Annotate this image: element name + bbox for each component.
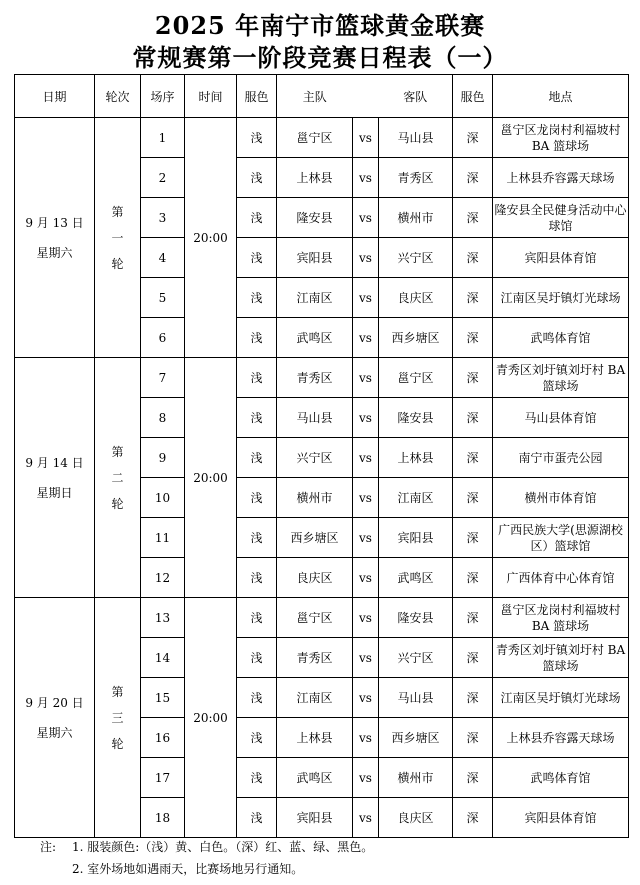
home-team: 上林县	[277, 718, 353, 758]
note-1: 1. 服装颜色:（浅）黄、白色。（深）红、蓝、绿、黑色。	[72, 840, 374, 854]
header-kit-home: 服色	[237, 75, 277, 118]
round-char: 第	[111, 444, 124, 459]
notes	[40, 836, 373, 880]
home-team: 横州市	[277, 478, 353, 518]
header-kit-away: 服色	[453, 75, 493, 118]
round-char: 三	[111, 710, 124, 725]
kit-home: 浅	[237, 638, 277, 678]
away-team: 隆安县	[379, 598, 453, 638]
round-cell	[95, 358, 141, 598]
match-time: 20:00	[185, 598, 237, 838]
home-team: 兴宁区	[277, 438, 353, 478]
away-team: 宾阳县	[379, 518, 453, 558]
header-round: 轮次	[95, 75, 141, 118]
note-2: 2. 室外场地如遇雨天，比赛场地另行通知。	[72, 862, 304, 876]
home-team: 武鸣区	[277, 758, 353, 798]
match-row	[15, 358, 629, 398]
kit-home: 浅	[237, 718, 277, 758]
away-team: 良庆区	[379, 798, 453, 838]
home-team: 青秀区	[277, 638, 353, 678]
vs-label: vs	[353, 598, 379, 638]
venue: 邕宁区龙岗村利福坡村 BA 篮球场	[493, 118, 629, 158]
round-cell	[95, 598, 141, 838]
kit-home: 浅	[237, 238, 277, 278]
away-team: 兴宁区	[379, 238, 453, 278]
kit-home: 浅	[237, 198, 277, 238]
kit-home: 浅	[237, 278, 277, 318]
away-team: 横州市	[379, 758, 453, 798]
venue: 邕宁区龙岗村利福坡村 BA 篮球场	[493, 598, 629, 638]
match-no: 11	[141, 518, 185, 558]
home-team: 良庆区	[277, 558, 353, 598]
away-team: 兴宁区	[379, 638, 453, 678]
day-date-cell	[15, 598, 95, 838]
vs-label: vs	[353, 398, 379, 438]
venue: 青秀区刘圩镇刘圩村 BA 篮球场	[493, 638, 629, 678]
kit-away: 深	[453, 598, 493, 638]
home-team: 江南区	[277, 278, 353, 318]
kit-away: 深	[453, 198, 493, 238]
match-no: 13	[141, 598, 185, 638]
kit-away: 深	[453, 558, 493, 598]
day-weekday: 星期日	[36, 485, 73, 500]
away-team: 马山县	[379, 678, 453, 718]
kit-home: 浅	[237, 678, 277, 718]
header-away: 客队	[379, 75, 453, 118]
venue: 广西民族大学(思源湖校区）篮球馆	[493, 518, 629, 558]
notes-label: 注:	[40, 840, 57, 854]
match-no: 10	[141, 478, 185, 518]
kit-away: 深	[453, 398, 493, 438]
kit-home: 浅	[237, 158, 277, 198]
venue: 马山县体育馆	[493, 398, 629, 438]
home-team: 宾阳县	[277, 238, 353, 278]
round-char: 第	[111, 204, 124, 219]
vs-label: vs	[353, 518, 379, 558]
match-no: 5	[141, 278, 185, 318]
home-team: 隆安县	[277, 198, 353, 238]
kit-home: 浅	[237, 558, 277, 598]
kit-away: 深	[453, 518, 493, 558]
away-team: 西乡塘区	[379, 318, 453, 358]
home-team: 邕宁区	[277, 598, 353, 638]
kit-away: 深	[453, 478, 493, 518]
vs-label: vs	[353, 158, 379, 198]
kit-home: 浅	[237, 758, 277, 798]
home-team: 上林县	[277, 158, 353, 198]
round-char: 轮	[111, 496, 124, 511]
kit-away: 深	[453, 758, 493, 798]
home-team: 青秀区	[277, 358, 353, 398]
schedule-table	[14, 74, 629, 838]
day-date: 9 月 13 日	[25, 215, 84, 230]
match-no: 17	[141, 758, 185, 798]
home-team: 邕宁区	[277, 118, 353, 158]
vs-label: vs	[353, 678, 379, 718]
kit-away: 深	[453, 678, 493, 718]
home-team: 宾阳县	[277, 798, 353, 838]
kit-away: 深	[453, 798, 493, 838]
match-row	[15, 598, 629, 638]
header-time: 时间	[185, 75, 237, 118]
kit-home: 浅	[237, 438, 277, 478]
match-no: 8	[141, 398, 185, 438]
day-date: 9 月 20 日	[25, 695, 84, 710]
match-no: 3	[141, 198, 185, 238]
match-no: 14	[141, 638, 185, 678]
home-team: 马山县	[277, 398, 353, 438]
venue: 广西体育中心体育馆	[493, 558, 629, 598]
match-no: 7	[141, 358, 185, 398]
vs-label: vs	[353, 238, 379, 278]
kit-away: 深	[453, 718, 493, 758]
round-char: 轮	[111, 736, 124, 751]
venue: 江南区吴圩镇灯光球场	[493, 278, 629, 318]
home-team: 江南区	[277, 678, 353, 718]
kit-away: 深	[453, 158, 493, 198]
venue: 青秀区刘圩镇刘圩村 BA 篮球场	[493, 358, 629, 398]
vs-label: vs	[353, 718, 379, 758]
round-char: 一	[111, 230, 124, 245]
venue: 南宁市蛋壳公园	[493, 438, 629, 478]
match-no: 1	[141, 118, 185, 158]
match-no: 6	[141, 318, 185, 358]
away-team: 西乡塘区	[379, 718, 453, 758]
day-date: 9 月 14 日	[25, 455, 84, 470]
match-no: 12	[141, 558, 185, 598]
home-team: 武鸣区	[277, 318, 353, 358]
vs-label: vs	[353, 758, 379, 798]
match-no: 4	[141, 238, 185, 278]
away-team: 武鸣区	[379, 558, 453, 598]
match-time: 20:00	[185, 358, 237, 598]
kit-home: 浅	[237, 318, 277, 358]
kit-away: 深	[453, 318, 493, 358]
away-team: 上林县	[379, 438, 453, 478]
kit-home: 浅	[237, 358, 277, 398]
match-no: 18	[141, 798, 185, 838]
venue: 武鸣体育馆	[493, 318, 629, 358]
match-no: 9	[141, 438, 185, 478]
header-venue: 地点	[493, 75, 629, 118]
venue: 隆安县全民健身活动中心球馆	[493, 198, 629, 238]
kit-home: 浅	[237, 398, 277, 438]
page-title-line-2: 常规赛第一阶段竞赛日程表（一）	[132, 43, 508, 72]
round-char: 轮	[111, 256, 124, 271]
away-team: 马山县	[379, 118, 453, 158]
day-date-cell	[15, 358, 95, 598]
kit-away: 深	[453, 438, 493, 478]
vs-label: vs	[353, 358, 379, 398]
vs-label: vs	[353, 638, 379, 678]
venue: 武鸣体育馆	[493, 758, 629, 798]
away-team: 隆安县	[379, 398, 453, 438]
round-char: 第	[111, 684, 124, 699]
vs-label: vs	[353, 198, 379, 238]
match-row	[15, 118, 629, 158]
home-team: 西乡塘区	[277, 518, 353, 558]
vs-label: vs	[353, 558, 379, 598]
kit-away: 深	[453, 118, 493, 158]
day-weekday: 星期六	[36, 725, 73, 740]
kit-away: 深	[453, 238, 493, 278]
kit-home: 浅	[237, 118, 277, 158]
vs-label: vs	[353, 118, 379, 158]
vs-label: vs	[353, 438, 379, 478]
kit-home: 浅	[237, 518, 277, 558]
kit-home: 浅	[237, 598, 277, 638]
day-weekday: 星期六	[36, 245, 73, 260]
vs-label: vs	[353, 798, 379, 838]
match-no: 15	[141, 678, 185, 718]
match-no: 2	[141, 158, 185, 198]
venue: 横州市体育馆	[493, 478, 629, 518]
header-row	[15, 75, 629, 118]
away-team: 良庆区	[379, 278, 453, 318]
header-home: 主队	[277, 75, 353, 118]
venue: 上林县乔容露天球场	[493, 158, 629, 198]
header-match-no: 场序	[141, 75, 185, 118]
away-team: 横州市	[379, 198, 453, 238]
venue: 宾阳县体育馆	[493, 798, 629, 838]
vs-label: vs	[353, 278, 379, 318]
away-team: 青秀区	[379, 158, 453, 198]
vs-label: vs	[353, 478, 379, 518]
venue: 宾阳县体育馆	[493, 238, 629, 278]
kit-away: 深	[453, 638, 493, 678]
away-team: 邕宁区	[379, 358, 453, 398]
header-date: 日期	[15, 75, 95, 118]
day-date-cell	[15, 118, 95, 358]
round-cell	[95, 118, 141, 358]
match-no: 16	[141, 718, 185, 758]
kit-away: 深	[453, 278, 493, 318]
away-team: 江南区	[379, 478, 453, 518]
header-vs-spacer	[353, 75, 379, 118]
match-time: 20:00	[185, 118, 237, 358]
venue: 江南区吴圩镇灯光球场	[493, 678, 629, 718]
page-title-line-1: 2025 年南宁市篮球黄金联赛	[154, 11, 486, 40]
kit-away: 深	[453, 358, 493, 398]
vs-label: vs	[353, 318, 379, 358]
venue: 上林县乔容露天球场	[493, 718, 629, 758]
kit-home: 浅	[237, 798, 277, 838]
kit-home: 浅	[237, 478, 277, 518]
round-char: 二	[111, 470, 124, 485]
